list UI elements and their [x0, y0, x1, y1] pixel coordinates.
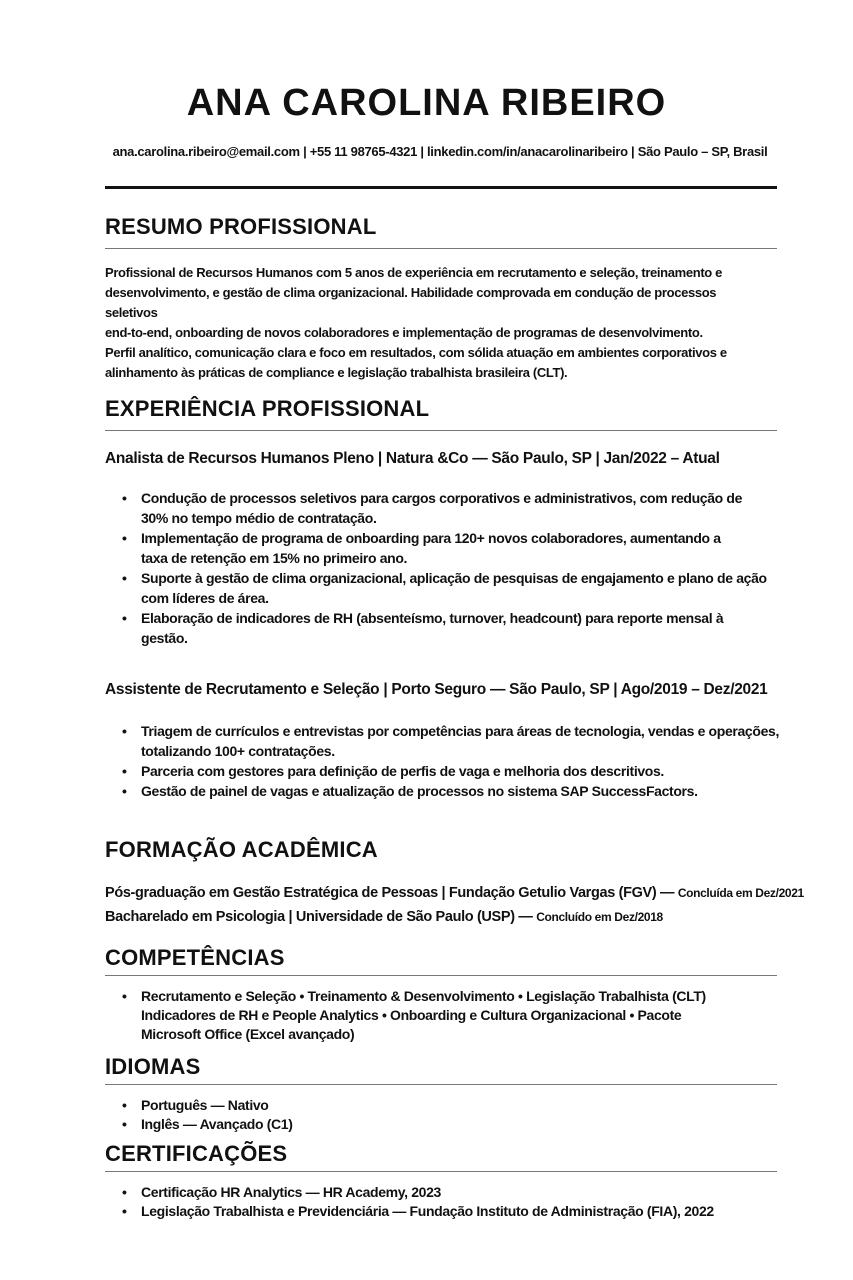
section-divider: [105, 975, 777, 976]
list-item: • Implementação de programa de onboarding para 120+ novos colaboradores, aumentando a taxa de retenção em 15% no primeiro ano.: [122, 530, 721, 566]
list-item: • Suporte à gestão de clima organizacional, aplicação de pesquisas de engajamento e plano de ação com líderes de área.: [122, 570, 767, 606]
section-title-skills: COMPETÊNCIAS: [105, 945, 285, 970]
list-item: • Gestão de painel de vagas e atualização de processos no sistema SAP SuccessFactors.: [122, 783, 698, 799]
summary-line: Perfil analítico, comunicação clara e foco em resultados, com sólida atuação em ambientes corporativos e: [105, 345, 727, 360]
job-heading: Assistente de Recrutamento e Seleção | Porto Seguro — São Paulo, SP | Ago/2019 – Dez/2021: [105, 681, 768, 698]
list-item: • Legislação Trabalhista e Previdenciária — Fundação Instituto de Administração (FIA), 2022: [122, 1203, 714, 1219]
section-title-languages: IDIOMAS: [105, 1054, 201, 1079]
header-divider: [105, 186, 777, 189]
bullet-icon: •: [122, 610, 127, 626]
contact-line: ana.carolina.ribeiro@email.com | +55 11 98765-4321 | linkedin.com/in/anacarolinaribeiro | São Paulo – SP, Brasil: [112, 144, 768, 159]
bullet-icon: •: [122, 783, 127, 799]
section-divider: [105, 248, 777, 249]
job-heading: Analista de Recursos Humanos Pleno | Natura &Co — São Paulo, SP | Jan/2022 – Atual: [105, 450, 720, 467]
list-item: • Parceria com gestores para definição de perfis de vaga e melhoria dos descritivos.: [122, 763, 664, 779]
section-title-education: FORMAÇÃO ACADÊMICA: [105, 837, 378, 862]
bullet-icon: •: [122, 723, 127, 739]
summary-line: Profissional de Recursos Humanos com 5 anos de experiência em recrutamento e seleção, treinamento e: [105, 265, 723, 280]
summary-line: end-to-end, onboarding de novos colaboradores e implementação de programas de desenvolvimento.: [105, 325, 703, 340]
bullet-icon: •: [122, 570, 127, 586]
section-divider: [105, 1171, 777, 1172]
bullet-icon: •: [122, 1184, 127, 1200]
bullet-icon: •: [122, 1116, 127, 1132]
languages-list: [122, 1096, 782, 1134]
section-title-experience: EXPERIÊNCIA PROFISSIONAL: [105, 396, 430, 421]
skills-list: [122, 987, 782, 1044]
bullet-icon: •: [122, 988, 127, 1004]
certifications-list: [122, 1183, 782, 1221]
summary-paragraph: [105, 263, 765, 383]
list-item: • Certificação HR Analytics — HR Academy, 2023: [122, 1184, 441, 1200]
section-title-summary: RESUMO PROFISSIONAL: [105, 214, 377, 239]
section-divider: [105, 1084, 777, 1085]
list-item: • Condução de processos seletivos para cargos corporativos e administrativos, com redução de 30% no tempo médio de contratação.: [122, 490, 743, 526]
job-bullets: [122, 721, 782, 801]
job-bullets: [122, 488, 782, 648]
bullet-icon: •: [122, 1097, 127, 1113]
bullet-icon: •: [122, 490, 127, 506]
education-item: Pós-graduação em Gestão Estratégica de Pessoas | Fundação Getulio Vargas (FGV) — Concluída em Dez/2021: [105, 885, 804, 901]
list-item: • Recrutamento e Seleção • Treinamento & Desenvolvimento • Legislação Trabalhista (CLT) Indicadores de RH e People Analytics • Onboarding e Cultura Organizacional • Pacote Microsoft Office (Excel avançado): [122, 988, 706, 1042]
bullet-icon: •: [122, 530, 127, 546]
bullet-icon: •: [122, 1203, 127, 1219]
summary-line: desenvolvimento, e gestão de clima organizacional. Habilidade comprovada em condução de processos seletivos: [105, 285, 717, 320]
section-title-certifications: CERTIFICAÇÕES: [105, 1141, 288, 1166]
list-item: • Português — Nativo: [122, 1097, 269, 1113]
bullet-icon: •: [122, 763, 127, 779]
candidate-name: ANA CAROLINA RIBEIRO: [186, 82, 667, 124]
list-item: • Elaboração de indicadores de RH (absenteísmo, turnover, headcount) para reporte mensal à gestão.: [122, 610, 724, 646]
education-item: Bacharelado em Psicologia | Universidade de São Paulo (USP) — Concluído em Dez/2018: [105, 909, 663, 925]
section-divider: [105, 430, 777, 431]
list-item: • Inglês — Avançado (C1): [122, 1116, 293, 1132]
list-item: • Triagem de currículos e entrevistas por competências para áreas de tecnologia, vendas e operações, totalizando 100+ contratações.: [122, 723, 779, 759]
summary-line: alinhamento às práticas de compliance e legislação trabalhista brasileira (CLT).: [105, 365, 568, 380]
